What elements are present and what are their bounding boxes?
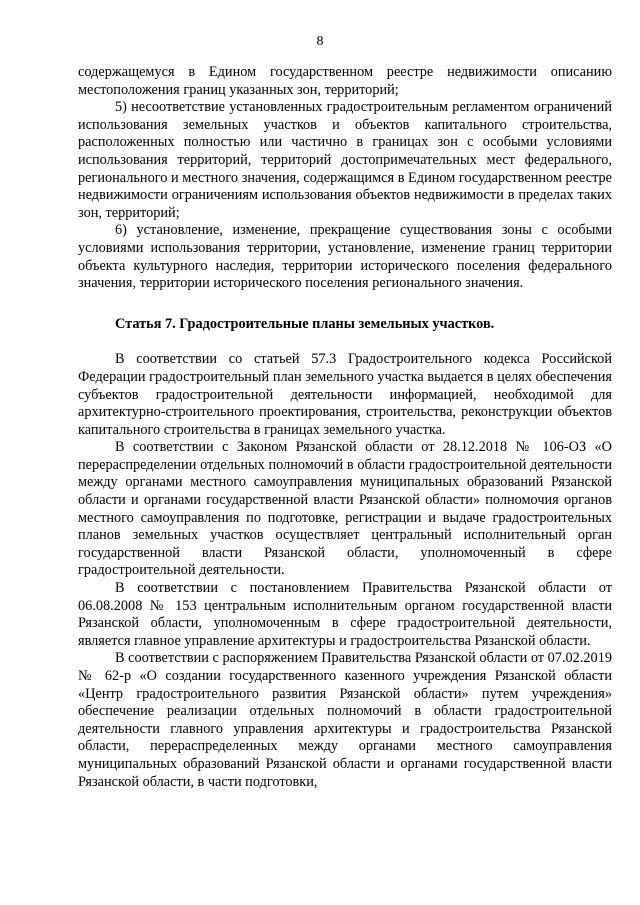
spacer [78,333,612,351]
paragraph-article-7-3: В соответствии с постановлением Правительства Рязанской области от 06.08.2008 № 153 центральным исполнительным органом государственной власти Рязанской области, уполномоченным в сфере градостроительной деятельности, является главное управление архитектуры и градостроительства Рязанской области. [78,580,612,649]
page-number: 8 [316,34,324,49]
paragraph-article-7-2: В соответствии с Законом Рязанской области от 28.12.2018 № 106-ОЗ «О перераспределении отдельных полномочий в области градостроительной деятельности между органами местного самоуправления муниципальных образований Рязанской области и органами государственной власти Рязанской области» полномочия органов местного самоуправления по подготовке, регистрации и выдаче градостроительных планов земельных участков осуществляет центральный исполнительный орган государственной власти Рязанской области, уполномоченный в сфере градостроительной деятельности. [78,439,612,579]
list-item-6: 6) установление, изменение, прекращение существования зоны с особыми условиями использования территории, установление, изменение границ территории объекта культурного наследия, территории исторического поселения федерального значения, территории исторического поселения регионального значения. [78,222,612,292]
document-body [78,64,612,791]
list-item-5: 5) несоответствие установленных градостроительным регламентом ограничений использования земельных участков и объектов капитального строительства, расположенных полностью или частично в границах зон с особыми условиями использования территорий, территорий достопримечательных мест федерального, регионального и местного значения, содержащимся в Едином государственном реестре недвижимости ограничениям использования объектов недвижимости в пределах таких зон, территорий; [78,99,612,221]
paragraph-article-7-1: В соответствии со статьей 57.3 Градостроительного кодекса Российской Федерации градостроительный план земельного участка выдается в целях обеспечения субъектов градостроительной деятельности информацией, необходимой для архитектурно-строительного проектирования, строительства, реконструкции объектов капитального строительства в границах земельного участка. [78,351,612,438]
paragraph-continuation: содержащемуся в Едином государственном реестре недвижимости описанию местоположения границ указанных зон, территорий; [78,64,612,98]
spacer [78,293,612,316]
paragraph-article-7-4: В соответствии с распоряжением Правительства Рязанской области от 07.02.2019 № 62-р «О создании государственного казенного учреждения Рязанской области «Центр градостроительного развития Рязанской области» путем учреждения» обеспечение реализации отдельных полномочий в области градостроительной деятельности главного управления архитектуры и градостроительства Рязанской области, перераспределенных между органами местного самоуправления муниципальных образований Рязанской области и органами государственной власти Рязанской области, в части подготовки, [78,650,612,790]
article-heading: Статья 7. Градостроительные планы земельных участков. [115,315,495,332]
